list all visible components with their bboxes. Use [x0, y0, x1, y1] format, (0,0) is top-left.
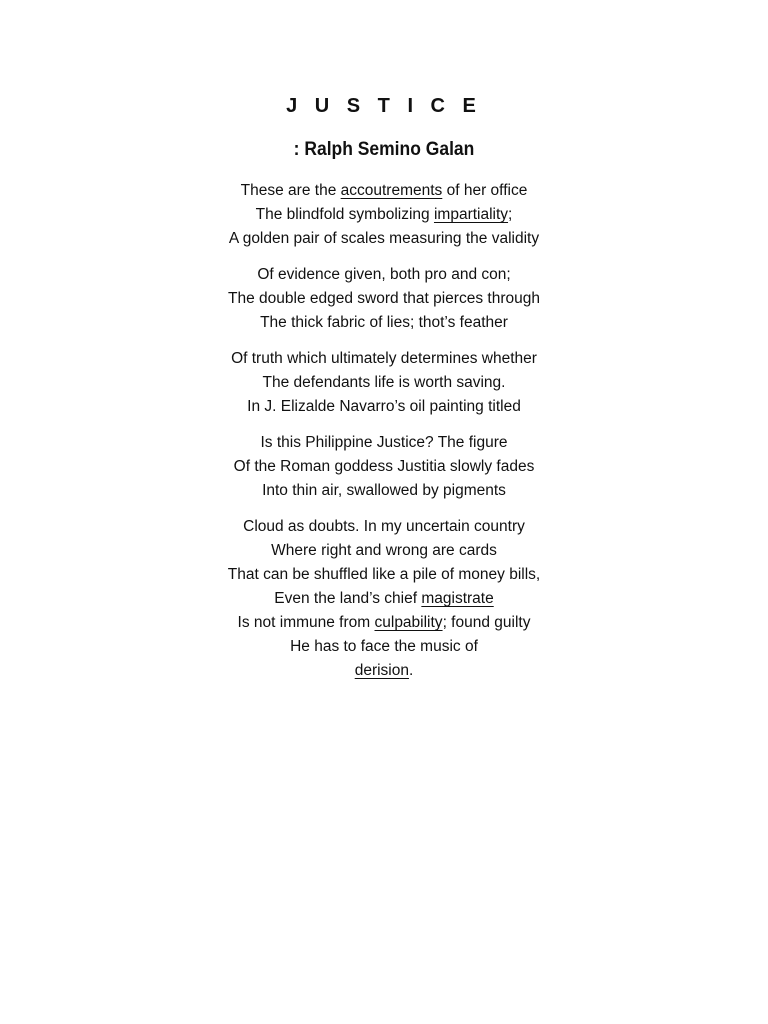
poem-line [0, 311, 768, 335]
underlined-word: culpability [374, 614, 443, 631]
underlined-word: accoutrements [340, 182, 443, 199]
line-text: . [408, 662, 414, 679]
underlined-word: magistrate [421, 590, 494, 607]
line-text: In J. Elizalde Navarro’s oil painting titled [247, 398, 521, 415]
poem-line [0, 431, 768, 455]
poem-line [0, 479, 768, 503]
poem-line [0, 611, 768, 635]
poem-line [0, 347, 768, 371]
poem-line [0, 587, 768, 611]
line-text: These are the [240, 182, 341, 199]
line-text: The double edged sword that pierces through [228, 290, 540, 307]
line-text: Is this Philippine Justice? The figure [260, 434, 508, 451]
poem-line [0, 179, 768, 203]
poem-line [0, 455, 768, 479]
line-text: A golden pair of scales measuring the validity [228, 230, 540, 247]
line-text: ; [508, 206, 513, 223]
line-text: Of the Roman goddess Justitia slowly fades [233, 458, 535, 475]
line-text: Where right and wrong are cards [271, 542, 497, 559]
line-text: Is not immune from [237, 614, 375, 631]
poem-stanza [0, 431, 768, 503]
poem-line [0, 515, 768, 539]
poem-line [0, 287, 768, 311]
poem-author: : Ralph Semino Galan [293, 139, 475, 160]
underlined-word: derision [354, 662, 409, 679]
line-text: Into thin air, swallowed by pigments [262, 482, 506, 499]
poem-stanza [0, 347, 768, 419]
line-text: He has to face the music of [290, 638, 478, 655]
poem-line [0, 395, 768, 419]
underlined-word: impartiality [433, 206, 509, 223]
poem-line [0, 227, 768, 251]
line-text: The blindfold symbolizing [255, 206, 434, 223]
line-text: The defendants life is worth saving. [262, 374, 506, 391]
poem-line [0, 371, 768, 395]
poem-line [0, 659, 768, 683]
line-text: ; found guilty [442, 614, 531, 631]
line-text: The thick fabric of lies; thot’s feather [260, 314, 508, 331]
poem-line [0, 263, 768, 287]
poem-stanza [0, 515, 768, 683]
poem-line [0, 635, 768, 659]
line-text: That can be shuffled like a pile of money bills, [227, 566, 541, 583]
poem-line [0, 563, 768, 587]
poem-stanza [0, 179, 768, 251]
poem-line [0, 203, 768, 227]
line-text: Even the land’s chief [274, 590, 422, 607]
poem-stanza [0, 263, 768, 335]
poem-body [0, 179, 768, 695]
line-text: Of evidence given, both pro and con; [257, 266, 511, 283]
line-text: Cloud as doubts. In my uncertain country [243, 518, 525, 535]
poem-title: J U S T I C E [286, 95, 482, 117]
line-text: Of truth which ultimately determines whether [231, 350, 537, 367]
poem-line [0, 539, 768, 563]
line-text: of her office [442, 182, 528, 199]
